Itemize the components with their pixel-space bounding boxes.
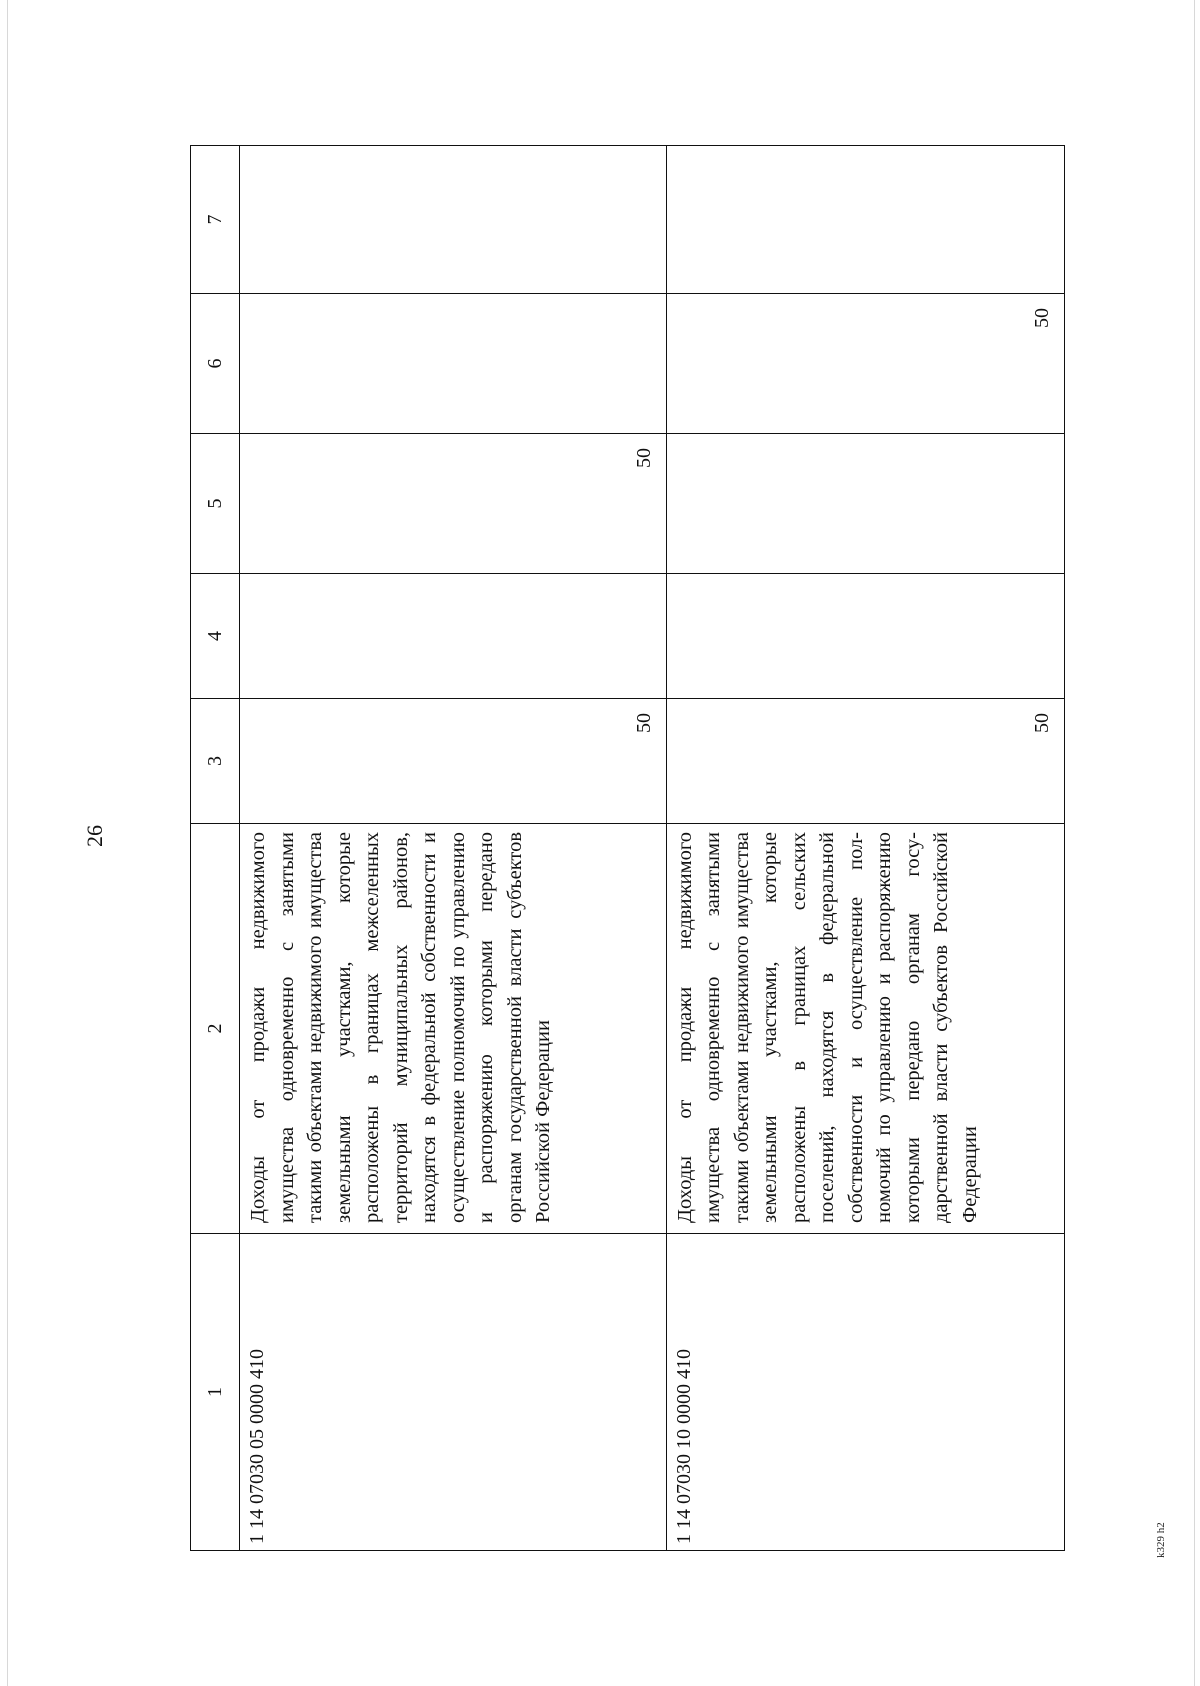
page-number: 26 — [82, 825, 107, 847]
revenue-code: 1 14 07030 05 0000 410 — [240, 1234, 667, 1551]
header-col-2: 2 — [191, 824, 240, 1234]
revenue-table — [190, 145, 1065, 1551]
header-col-4: 4 — [191, 574, 240, 699]
header-col-7: 7 — [191, 146, 240, 294]
table-row — [666, 146, 1064, 1551]
revenue-description: Доходы от продажи недвижимого имущества одновременно с занятыми такими объектами недвижимого имущества земельными участками, которые расположены в границах межселенных территорий муниципальных районов, находятся в федеральной собственности и осуществление полномочий по управлению и распоряжению которыми передано органам государственной власти субъектов Российской Федерации — [240, 824, 667, 1234]
value-col-5 — [666, 434, 1064, 574]
value-col-7 — [666, 146, 1064, 294]
value-col-3: 50 — [666, 699, 1064, 824]
revenue-description: Доходы от продажи недвижимого имущества одновременно с занятыми такими объектами недвижимого имущества земельными участками, которые расположены в границах сельских поселений, находятся в федеральной собственности и осуществление полномочий по управлению и распоряжению которыми передано органам государственной власти субъектов Российской Федерации — [666, 824, 1064, 1234]
footer-code: k329 h2 — [1155, 1522, 1167, 1558]
value-col-6: 50 — [666, 294, 1064, 434]
value-col-4 — [666, 574, 1064, 699]
value-col-6 — [240, 294, 667, 434]
header-row — [191, 146, 240, 1551]
value-col-4 — [240, 574, 667, 699]
table-row — [240, 146, 667, 1551]
revenue-code: 1 14 07030 10 0000 410 — [666, 1234, 1064, 1551]
header-col-5: 5 — [191, 434, 240, 574]
header-col-6: 6 — [191, 294, 240, 434]
value-col-7 — [240, 146, 667, 294]
value-col-3: 50 — [240, 699, 667, 824]
header-col-1: 1 — [191, 1234, 240, 1551]
value-col-5: 50 — [240, 434, 667, 574]
header-col-3: 3 — [191, 699, 240, 824]
